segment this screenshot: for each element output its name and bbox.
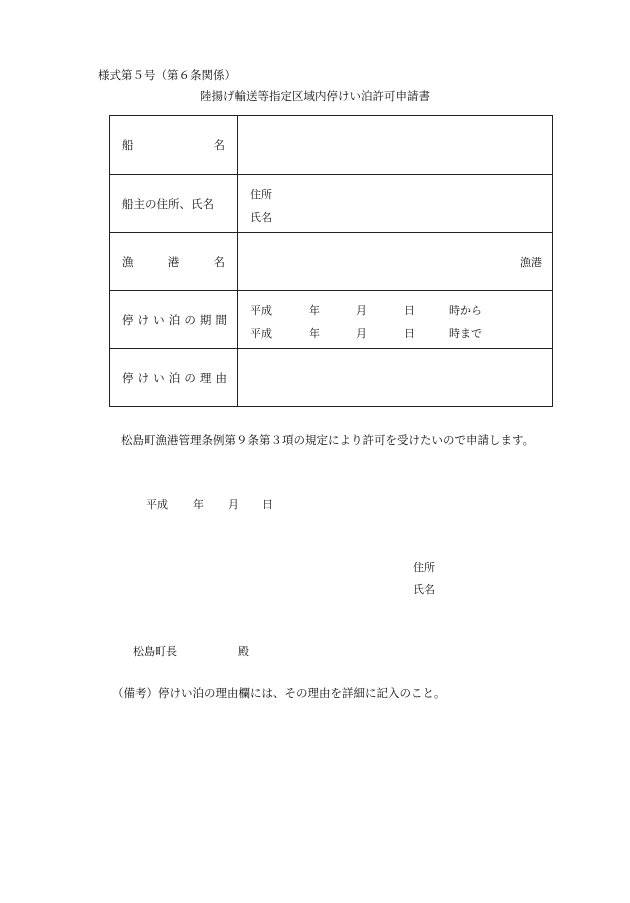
- form-id: 様式第５号（第６条関係）: [98, 68, 236, 82]
- row-mooring-period: [110, 290, 552, 349]
- remarks-note: （備考）停けい泊の理由欄には、その理由を詳細に記入のこと。: [112, 686, 446, 700]
- application-form-table: [109, 115, 553, 407]
- sign-date-year: 年: [193, 498, 204, 511]
- row-owner: [110, 174, 552, 233]
- port-name-label: 漁 港 名: [122, 255, 225, 269]
- ship-name-label: 船 名: [122, 138, 225, 152]
- ship-name-field[interactable]: [238, 116, 552, 174]
- owner-name-label: 氏名: [250, 211, 272, 224]
- mooring-reason-label: 停 け い 泊 の 理 由: [122, 371, 227, 385]
- mooring-reason-field[interactable]: [238, 349, 552, 407]
- owner-address-label: 住所: [250, 188, 272, 201]
- sign-date-day: 日: [262, 498, 273, 511]
- row-mooring-reason: [110, 348, 552, 407]
- recipient-honorific: 殿: [238, 645, 249, 658]
- owner-field[interactable]: [238, 175, 552, 233]
- mooring-period-label: 停 け い 泊 の 期 間: [122, 313, 227, 327]
- row-ship-name: [110, 116, 552, 174]
- port-suffix: 漁港: [520, 256, 542, 269]
- applicant-name-label: 氏名: [413, 583, 435, 596]
- row-port-name: [110, 232, 552, 291]
- application-statement: 松島町漁港管理条例第９条第３項の規定により許可を受けたいので申請します。: [121, 433, 535, 447]
- mooring-period-field[interactable]: 平成 年 月 日 時から 平成 年 月 日 時まで: [250, 304, 482, 340]
- port-name-field[interactable]: [238, 233, 552, 291]
- owner-label: 船主の住所、氏名: [122, 197, 214, 211]
- document-title: 陸揚げ輸送等指定区域内停けい泊許可申請書: [200, 89, 430, 103]
- recipient-name: 松島町長: [133, 645, 177, 658]
- sign-date-era: 平成: [146, 498, 168, 511]
- sign-date-month: 月: [228, 498, 239, 511]
- applicant-address-label: 住所: [413, 561, 435, 574]
